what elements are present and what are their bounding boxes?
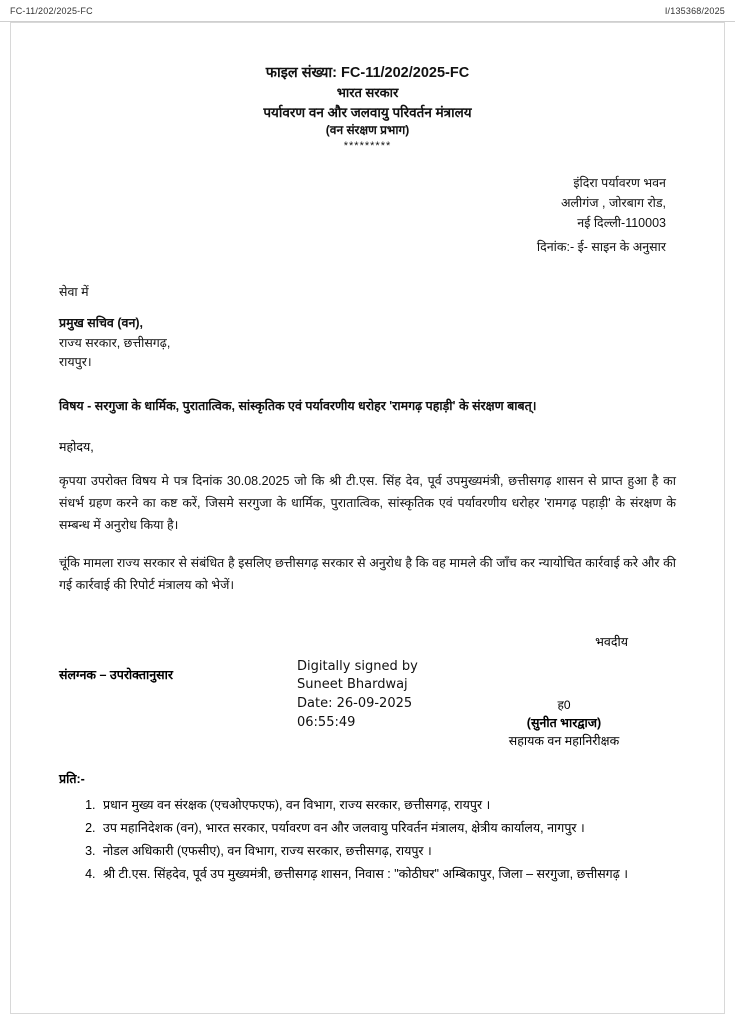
- salutation: महोदय,: [59, 440, 94, 455]
- letterhead: [59, 63, 676, 155]
- signature-row: [59, 658, 676, 749]
- digital-signature-block: [297, 658, 418, 733]
- body-paragraph-2: चूंकि मामला राज्य सरकार से संबंधित है इसलिए छत्तीसगढ़ सरकार से अनुरोध है कि वह मामले की जाँच कर न्यायोचित कार्रवाई करे और की गई कार्रवाई की रिपोर्ट मंत्रालय को भेजें।: [59, 555, 676, 592]
- enclosure-note: संलग्नक – उपरोक्तानुसार: [59, 667, 173, 682]
- address-line-3: नई दिल्ली-110003: [577, 215, 666, 230]
- recipient-block: [59, 283, 676, 373]
- digital-signature-line-2: Suneet Bhardwaj: [297, 677, 408, 693]
- list-item: 3. नोडल अधिकारी (एफसीए), वन विभाग, राज्य सरकार, छत्तीसगढ़, रायपुर ।: [99, 841, 676, 862]
- date-line: दिनांक:- ई- साइन के अनुसार: [536, 239, 666, 254]
- division-name: (वन संरक्षण प्रभाग): [325, 123, 410, 138]
- sender-address: [59, 173, 676, 257]
- list-item: 4. श्री टी.एस. सिंहदेव, पूर्व उप मुख्यमंत्री, छत्तीसगढ़ शासन, निवास : "कोठीघर" अम्बिकापुर, जिला – सरगुजा, छत्तीसगढ़ ।: [99, 864, 676, 885]
- government-name: भारत सरकार: [336, 85, 399, 101]
- recipient-org: राज्य सरकार, छत्तीसगढ़,: [59, 335, 171, 350]
- file-number-line: [59, 63, 676, 84]
- signatory-name: (सुनीत भारद्वाज): [526, 715, 602, 730]
- copy-to-list: [59, 795, 676, 886]
- list-item: 1. प्रधान मुख्य वन संरक्षक (एचओएफएफ), वन विभाग, राज्य सरकार, छत्तीसगढ़, रायपुर ।: [99, 795, 676, 816]
- copy-to-label: प्रति:-: [59, 771, 85, 786]
- recipient-name: प्रमुख सचिव (वन),: [59, 316, 144, 331]
- address-line-1: इंदिरा पर्यावरण भवन: [573, 175, 666, 190]
- recipient-city: रायपुर।: [59, 354, 92, 369]
- digital-signature-line-1: Digitally signed by: [297, 658, 418, 674]
- digital-signature-line-4: 06:55:49: [297, 715, 356, 731]
- header-diary-number: I/135368/2025: [664, 5, 725, 16]
- signature-mark: ह0: [557, 697, 571, 712]
- closing-salutation: भवदीय: [595, 634, 628, 649]
- star-divider: *********: [343, 139, 392, 152]
- document-body: [10, 22, 725, 1014]
- file-number-value: FC-11/202/2025-FC: [341, 65, 470, 81]
- to-label: सेवा में: [59, 284, 89, 299]
- header-file-number: FC-11/202/2025-FC: [10, 5, 93, 16]
- signatory-block: [454, 696, 674, 752]
- subject-line: विषय - सरगुजा के धार्मिक, पुरातात्विक, सांस्कृतिक एवं पर्यावरणीय धरोहर 'रामगढ़ पहाड़ी' के संरक्षण बाबत्।: [59, 399, 537, 414]
- file-number-label: फाइल संख्या:: [265, 65, 337, 81]
- list-item: 2. उप महानिदेशक (वन), भारत सरकार, पर्यावरण वन और जलवायु परिवर्तन मंत्रालय, क्षेत्रीय कार्यालय, नागपुर ।: [99, 818, 676, 839]
- signatory-designation: सहायक वन महानिरीक्षक: [508, 734, 620, 749]
- digital-signature-line-3: Date: 26-09-2025: [297, 696, 413, 712]
- page-header-bar: [0, 0, 735, 22]
- body-paragraph-1: कृपया उपरोक्त विषय मे पत्र दिनांक 30.08.2025 जो कि श्री टी.एस. सिंह देव, पूर्व उपमुख्यमंत्री, छत्तीसगढ़ शासन से प्राप्त हुआ है का संधर्भ ग्रहण करने का कष्ट करें, जिसमे सरगुजा के धार्मिक, पुरातात्विक, सांस्कृतिक एवं पर्यावरणीय धरोहर 'रामगढ़ पहाड़ी' के संरक्षण के सम्बन्ध में अनुरोध किया है।: [59, 474, 676, 532]
- ministry-name: पर्यावरण वन और जलवायु परिवर्तन मंत्रालय: [263, 104, 472, 120]
- address-line-2: अलीगंज , जोरबाग रोड,: [560, 195, 666, 210]
